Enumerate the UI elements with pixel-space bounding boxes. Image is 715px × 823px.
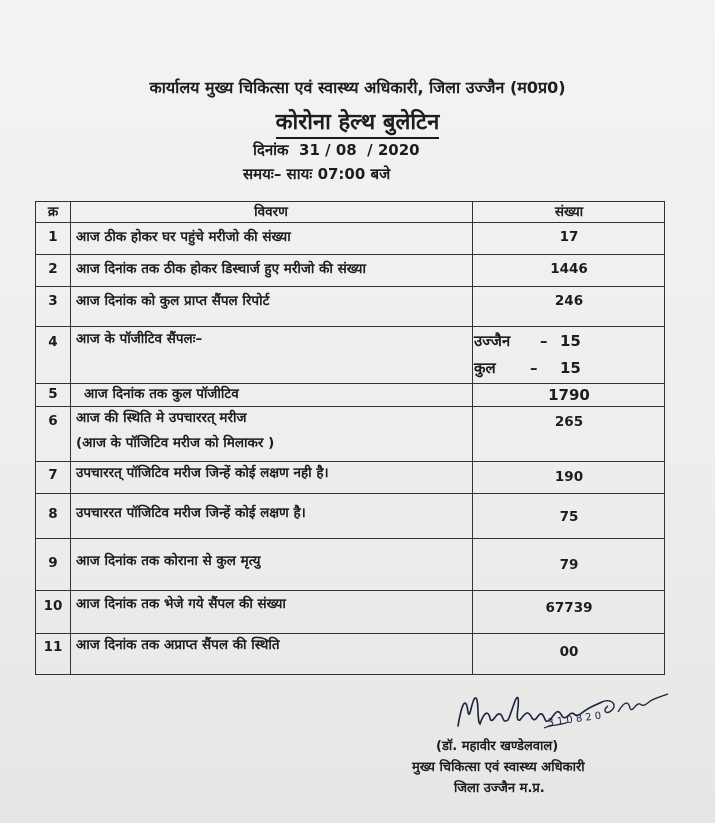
row-4-sub-dash: – [530, 359, 538, 377]
row-8-no: 8 [48, 506, 58, 522]
bulletin-title-text: कोरोना हेल्थ बुलेटिन [276, 110, 440, 139]
row-divider [36, 254, 664, 255]
row-4-no: 4 [48, 334, 58, 350]
row-2-desc: आज दिनांक तक ठीक होकर डिस्चार्ज हुए मरीजो की संख्या [76, 261, 366, 277]
time-line [243, 164, 390, 184]
officer-designation: मुख्य चिकित्सा एवं स्वास्थ्य अधिकारी [412, 760, 585, 775]
row-divider [36, 326, 664, 327]
row-divider [36, 493, 664, 494]
row-divider [36, 222, 664, 223]
time-value: 07:00 बजे [317, 165, 391, 183]
row-divider [36, 461, 664, 462]
row-3-desc: आज दिनांक को कुल प्राप्त सैंपल रिपोर्ट [76, 293, 270, 309]
date-line [253, 140, 420, 160]
row-4-sub-1-value: 15 [560, 332, 581, 350]
bulletin-table [35, 201, 665, 675]
row-7-no: 7 [48, 467, 58, 483]
row-3-no: 3 [48, 293, 58, 309]
header-description: विवरण [254, 204, 288, 220]
row-6-desc-note: (आज के पॉजिटिव मरीज को मिलाकर ) [76, 435, 275, 451]
row-1-no: 1 [48, 229, 58, 245]
row-divider [36, 633, 664, 634]
row-11-desc: आज दिनांक तक अप्राप्त सैंपल की स्थिति [76, 637, 280, 653]
row-5-desc: आज दिनांक तक कुल पॉजीटिव [84, 386, 239, 402]
row-6-no: 6 [48, 413, 58, 429]
row-4-sub-2-value: 15 [560, 359, 581, 377]
row-4-desc: आज के पॉजीटिव सैंपलः– [76, 331, 203, 347]
row-1-desc: आज ठीक होकर घर पहुंचे मरीजो की संख्या [76, 229, 291, 245]
handwritten-signature [452, 682, 677, 742]
row-9-no: 9 [48, 555, 58, 571]
row-11-value: 00 [559, 644, 579, 660]
officer-district: जिला उज्जैन म.प्र. [454, 781, 545, 796]
row-9-desc: आज दिनांक तक कोराना से कुल मृत्यु [76, 553, 261, 569]
row-4-sub-1-label: उज्जैन [474, 332, 511, 350]
row-divider [36, 538, 664, 539]
svg-text:3 1 0 8 2 0: 3 1 0 8 2 0 [546, 710, 602, 729]
office-title: कार्यालय मुख्य चिकित्सा एवं स्वास्थ्य अधिकारी, जिला उज्जैन (म0प्र0) [149, 78, 566, 97]
officer-name: (डॉ. महावीर खण्डेलवाल) [436, 739, 559, 754]
header-serial: क्र [47, 204, 59, 220]
row-5-value: 1790 [548, 386, 590, 404]
row-11-no: 11 [43, 639, 63, 655]
date-label: दिनांक [253, 141, 289, 159]
row-4-sub-2-label: कुल [474, 359, 496, 377]
bulletin-title [0, 106, 715, 136]
row-3-value: 246 [554, 293, 584, 309]
row-9-value: 79 [559, 557, 579, 573]
header-count: संख्या [554, 204, 584, 220]
time-label: समयः– सायः [243, 165, 313, 183]
row-7-desc: उपचाररत् पॉजिटिव मरीज जिन्हें कोई लक्षण नही है। [76, 465, 329, 481]
column-divider [70, 202, 71, 674]
row-divider [36, 383, 664, 384]
row-8-value: 75 [559, 509, 579, 525]
row-divider [36, 590, 664, 591]
date-value: 31 / 08 / 2020 [299, 141, 420, 159]
row-4-sub-dash: – [540, 332, 548, 350]
row-1-value: 17 [559, 229, 579, 245]
row-10-value: 67739 [545, 600, 593, 616]
row-10-no: 10 [43, 598, 63, 614]
row-6-value: 265 [554, 414, 584, 430]
row-10-desc: आज दिनांक तक भेजे गये सैंपल की संख्या [76, 596, 286, 612]
row-divider [36, 406, 664, 407]
row-2-value: 1446 [550, 261, 588, 277]
row-8-desc: उपचाररत पॉजिटिव मरीज जिन्हें कोई लक्षण है। [76, 505, 306, 521]
row-2-no: 2 [48, 261, 58, 277]
row-divider [36, 286, 664, 287]
row-6-desc: आज की स्थिति मे उपचाररत् मरीज [76, 410, 247, 426]
row-7-value: 190 [554, 469, 584, 485]
row-5-no: 5 [48, 386, 58, 402]
